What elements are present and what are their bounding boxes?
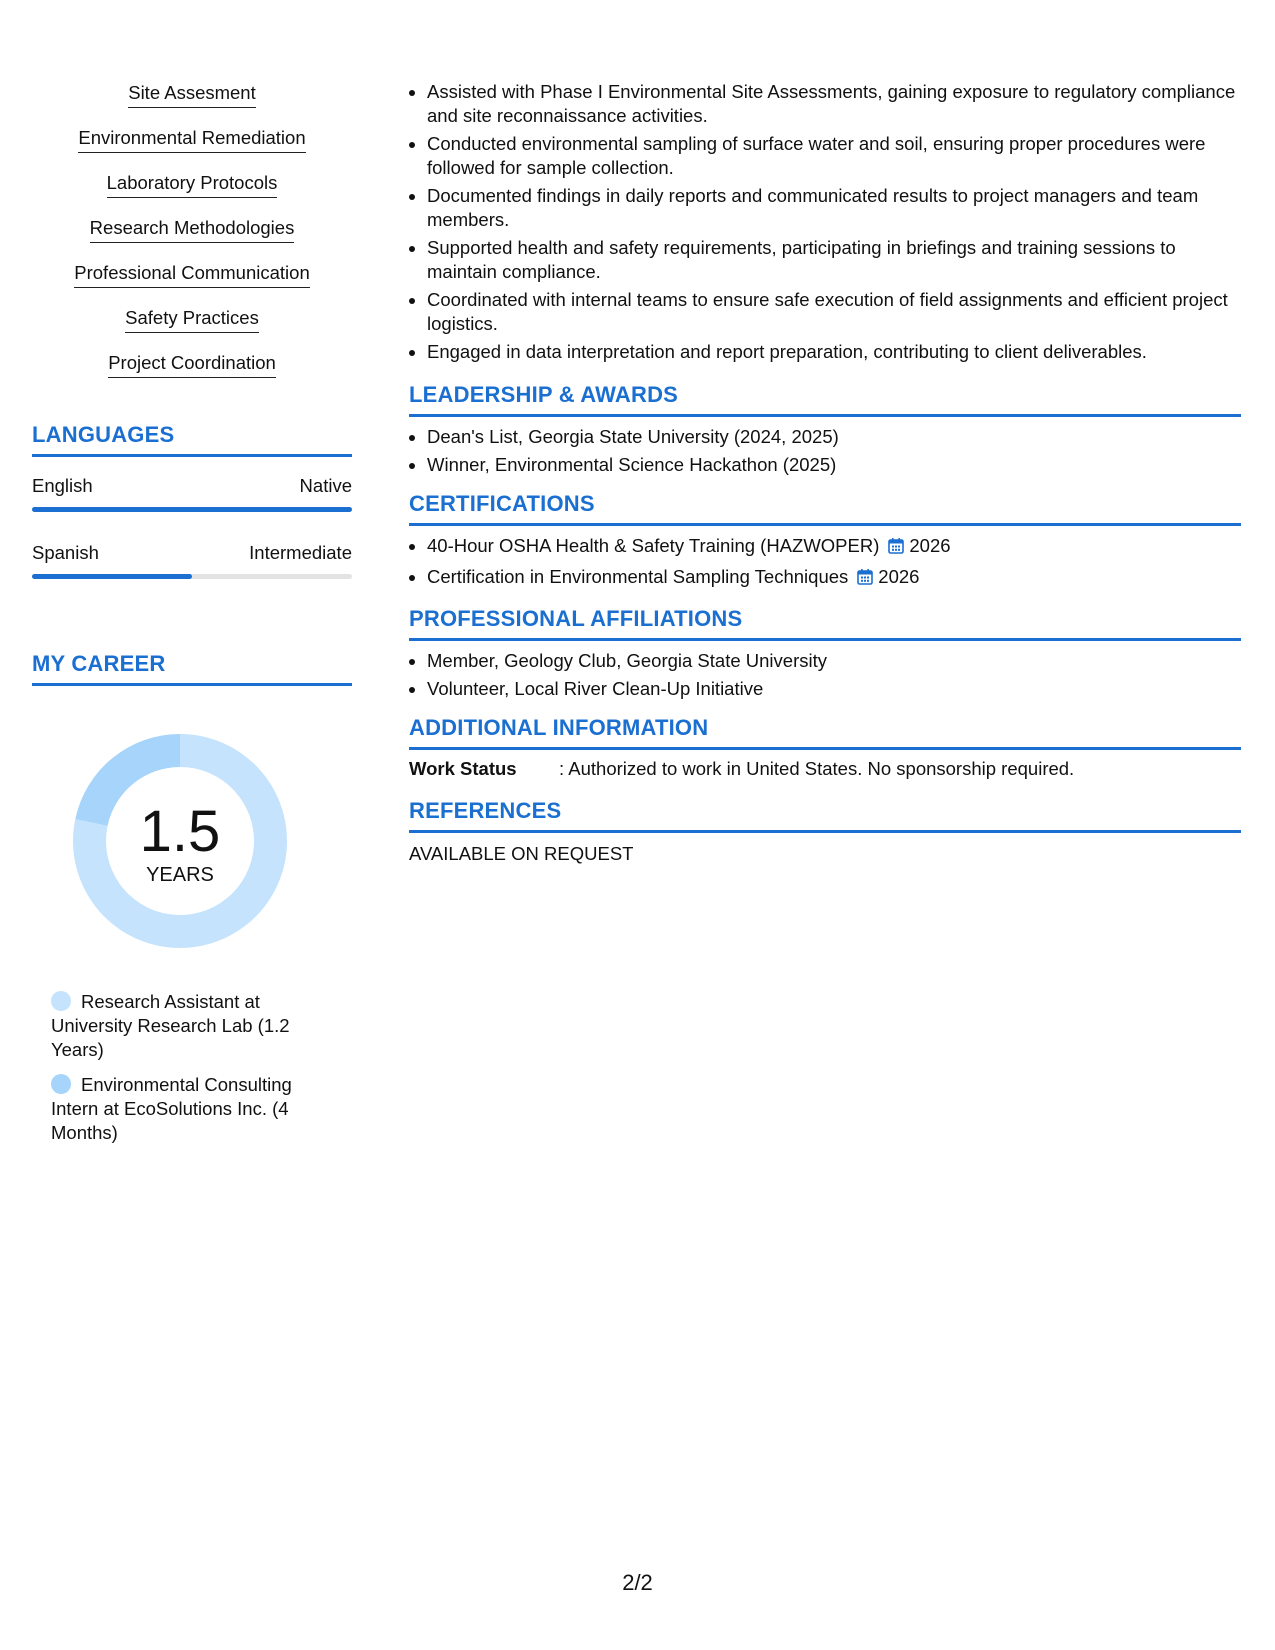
page-number: 2/2: [622, 1570, 653, 1595]
language-name: English: [32, 475, 93, 496]
career-heading: MY CAREER: [32, 651, 352, 686]
certification-item: [427, 534, 1241, 561]
certification-name: 40-Hour OSHA Health & Safety Training (HAZWOPER): [427, 535, 880, 556]
leadership-heading: LEADERSHIP & AWARDS: [409, 382, 1241, 417]
skill-item: Safety Practices: [32, 307, 352, 333]
experience-bullets: [409, 80, 1241, 364]
career-legend-item: Environmental Consulting Intern at EcoSolutions Inc. (4 Months): [51, 1074, 292, 1143]
career-legend-item: Research Assistant at University Research Lab (1.2 Years): [51, 991, 290, 1060]
skill-item: Research Methodologies: [32, 217, 352, 243]
calendar-icon: [887, 537, 905, 561]
work-status-row: [409, 758, 1241, 780]
work-status-value: : Authorized to work in United States. No sponsorship required.: [559, 758, 1075, 779]
languages-heading: LANGUAGES: [32, 422, 352, 457]
skill-item: Professional Communication: [32, 262, 352, 288]
career-total-value: 1.5: [139, 799, 221, 864]
experience-bullet: • Coordinated with internal teams to ensure safe execution of field assignments and efficient project logistics.: [427, 288, 1241, 336]
certification-year: 2026: [909, 535, 951, 556]
experience-bullet: • Documented findings in daily reports and communicated results to project managers and team members.: [427, 184, 1241, 232]
legend-dot: [51, 1074, 71, 1094]
experience-bullet: • Conducted environmental sampling of surface water and soil, ensuring proper procedures were followed for sample collection.: [427, 132, 1241, 180]
skill-item: Environmental Remediation: [32, 127, 352, 153]
main-column: [409, 80, 1241, 865]
references-text: AVAILABLE ON REQUEST: [409, 843, 634, 864]
experience-bullet: • Supported health and safety requirements, participating in briefings and training sessions to maintain compliance.: [427, 236, 1241, 284]
certifications-heading: CERTIFICATIONS: [409, 491, 1241, 526]
affiliations-section: [409, 606, 1241, 701]
language-proficiency-fill: [32, 574, 192, 579]
languages-section: [32, 422, 352, 579]
career-legend: [51, 990, 301, 1145]
experience-bullet: • Assisted with Phase I Environmental Site Assessments, gaining exposure to regulatory compliance and site reconnaissance activities.: [427, 80, 1241, 128]
sidebar: [32, 82, 352, 1156]
certification-item: [427, 565, 1241, 592]
award-item: • Winner, Environmental Science Hackathon (2025): [427, 453, 1241, 477]
language-level: Intermediate: [249, 542, 352, 563]
language-name: Spanish: [32, 542, 99, 563]
affiliation-item: • Member, Geology Club, Georgia State University: [427, 649, 1241, 673]
language-level: Native: [299, 475, 352, 496]
legend-dot: [51, 991, 71, 1011]
certification-year: 2026: [878, 566, 920, 587]
calendar-icon: [856, 568, 874, 592]
references-section: [409, 798, 1241, 865]
language-item: [32, 475, 352, 512]
award-item: • Dean's List, Georgia State University (2024, 2025): [427, 425, 1241, 449]
skills-list: [32, 82, 352, 378]
affiliations-heading: PROFESSIONAL AFFILIATIONS: [409, 606, 1241, 641]
career-donut-chart: [65, 726, 295, 956]
skill-item: Project Coordination: [32, 352, 352, 378]
certifications-section: [409, 491, 1241, 592]
references-heading: REFERENCES: [409, 798, 1241, 833]
additional-info-section: [409, 715, 1241, 780]
experience-bullet: • Engaged in data interpretation and report preparation, contributing to client deliverables.: [427, 340, 1241, 364]
skill-item: Site Assesment: [32, 82, 352, 108]
language-proficiency-fill: [32, 507, 352, 512]
work-status-label: Work Status: [409, 758, 517, 779]
career-total-unit: YEARS: [146, 864, 214, 886]
additional-info-heading: ADDITIONAL INFORMATION: [409, 715, 1241, 750]
leadership-section: [409, 382, 1241, 477]
certification-name: Certification in Environmental Sampling Techniques: [427, 566, 849, 587]
language-proficiency-bar: [32, 574, 352, 579]
career-section: [32, 651, 352, 1145]
language-proficiency-bar: [32, 507, 352, 512]
skill-item: Laboratory Protocols: [32, 172, 352, 198]
affiliation-item: • Volunteer, Local River Clean-Up Initiative: [427, 677, 1241, 701]
language-item: [32, 542, 352, 579]
